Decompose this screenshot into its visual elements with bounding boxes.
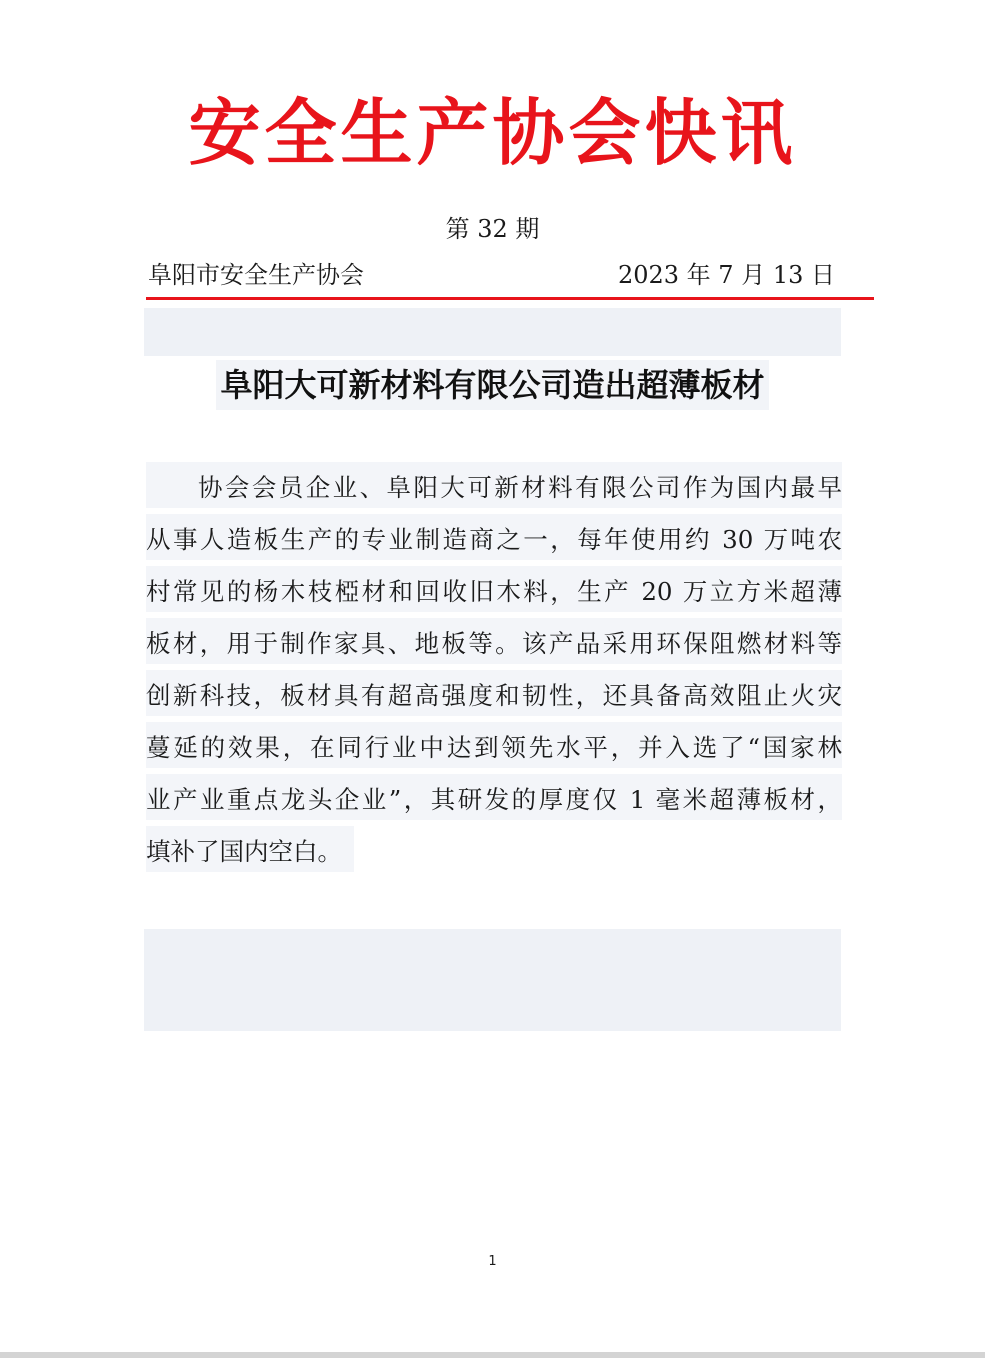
body-line: 创新科技，板材具有超高强度和韧性，还具备高效阻止火灾 (146, 670, 842, 716)
masthead-title: 安全生产协会快讯 (188, 91, 797, 175)
body-line: 业产业重点龙头企业”，其研发的厚度仅 1 毫米超薄板材， (146, 774, 842, 820)
highlight-block-top (144, 308, 841, 356)
body-line: 蔓延的效果，在同行业中达到领先水平，并入选了“国家林 (146, 722, 842, 768)
masthead-divider (146, 297, 874, 300)
body-line: 板材，用于制作家具、地板等。该产品采用环保阻燃材料等 (146, 618, 842, 664)
publish-date: 2023 年 7 月 13 日 (617, 261, 835, 289)
page-number: 1 (488, 1254, 497, 1269)
headline-container (0, 360, 985, 410)
body-line: 协会会员企业、阜阳大可新材料有限公司作为国内最早 (146, 462, 842, 508)
article-body (146, 462, 842, 896)
issue-number: 第 32 期 (445, 215, 540, 243)
article-headline: 阜阳大可新材料有限公司造出超薄板材 (216, 360, 768, 410)
body-line: 从事人造板生产的专业制造商之一，每年使用约 30 万吨农 (146, 514, 842, 560)
body-line: 村常见的杨木枝椏材和回收旧木料，生产 20 万立方米超薄 (146, 566, 842, 612)
highlight-block-bottom (144, 929, 841, 1031)
organization-name: 阜阳市安全生产协会 (148, 261, 364, 289)
viewer-bottom-edge (0, 1352, 985, 1358)
body-line: 填补了国内空白。 (146, 826, 354, 872)
